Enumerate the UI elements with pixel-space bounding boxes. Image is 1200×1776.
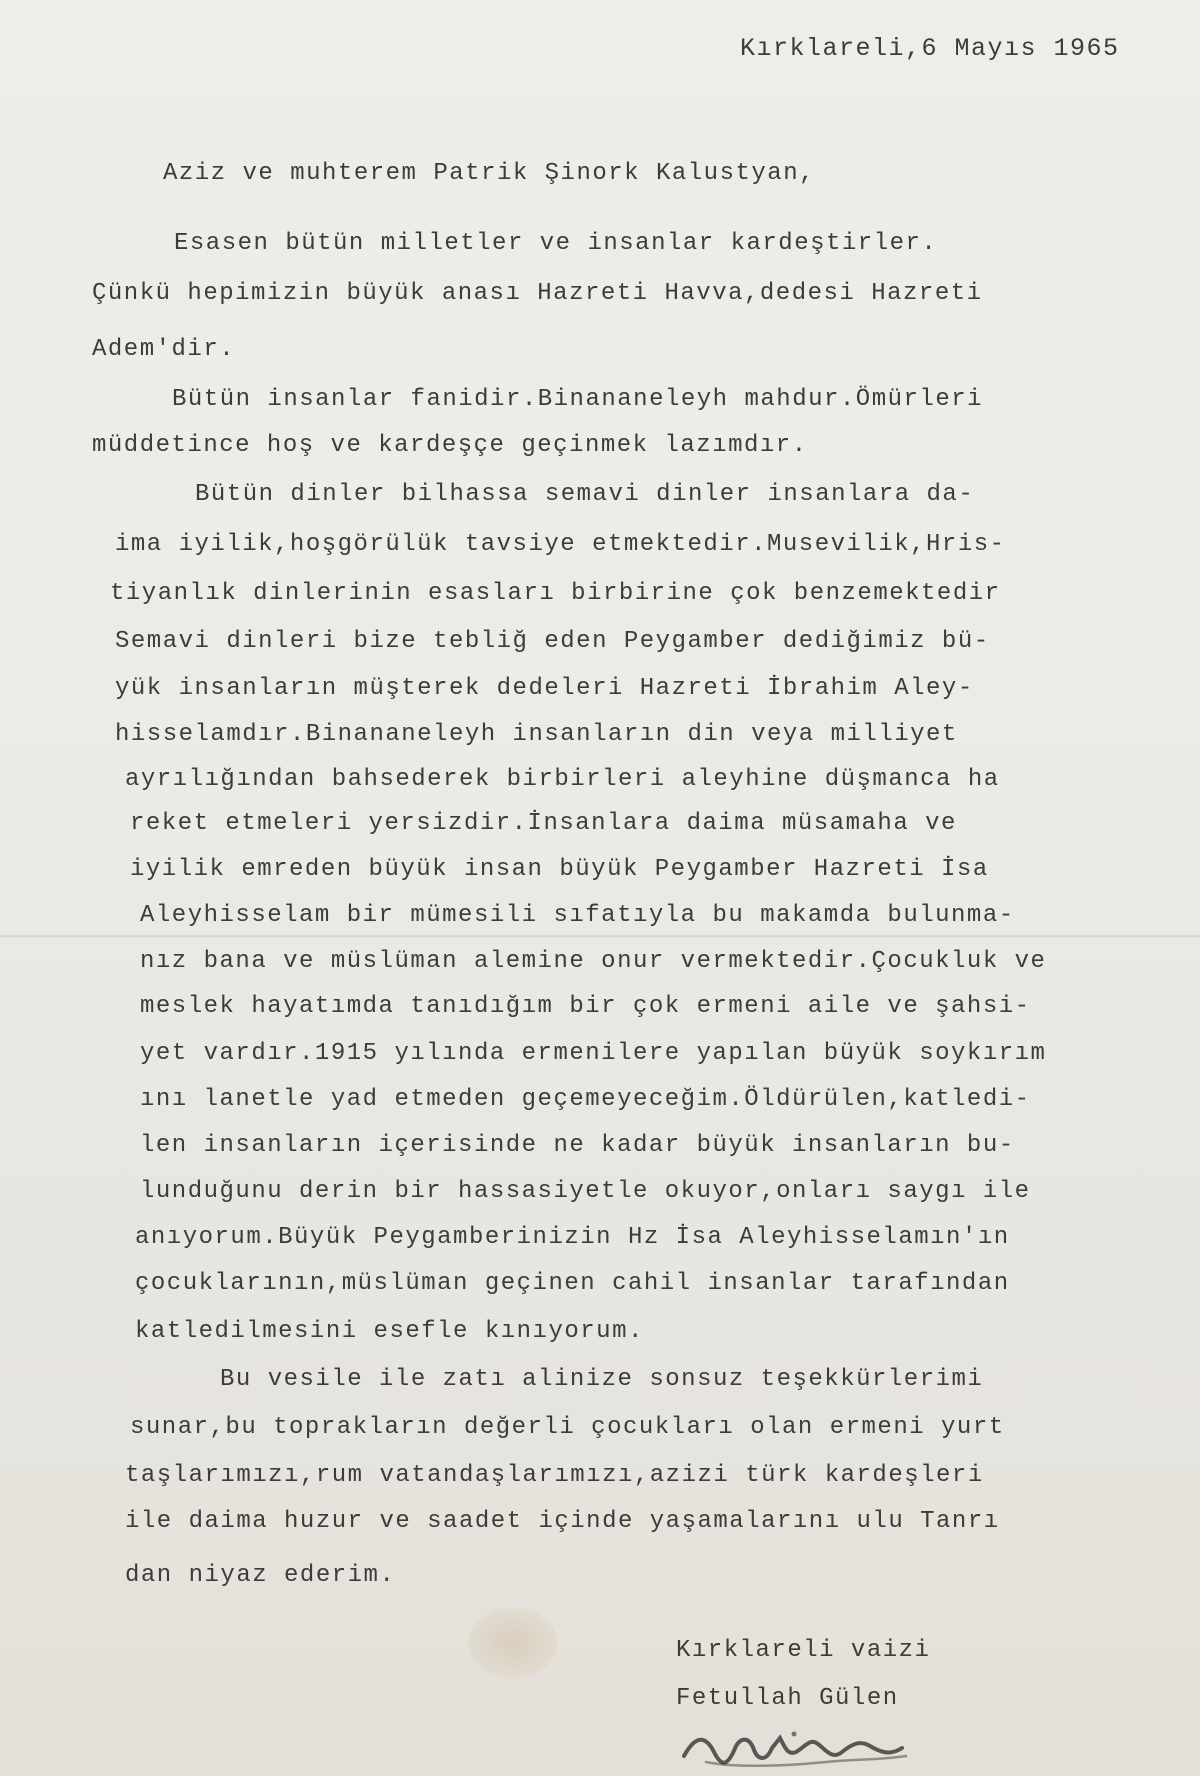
body-line: yük insanların müşterek dedeleri Hazreti İbrahim Aley- xyxy=(115,675,974,702)
body-line: lunduğunu derin bir hassasiyetle okuyor,onları saygı ile xyxy=(140,1178,1031,1205)
body-line: hisselamdır.Binananeleyh insanların din veya milliyet xyxy=(115,721,958,748)
body-line: iyilik emreden büyük insan büyük Peygamber Hazreti İsa xyxy=(130,856,989,883)
body-line: taşlarımızı,rum vatandaşlarımızı,azizi türk kardeşleri xyxy=(125,1462,984,1489)
paper-stain xyxy=(468,1608,558,1678)
body-line: Semavi dinleri bize tebliğ eden Peygamber dediğimiz bü- xyxy=(115,628,990,655)
body-line: dan niyaz ederim. xyxy=(125,1562,396,1589)
letter-salutation: Aziz ve muhterem Patrik Şinork Kalustyan, xyxy=(163,160,815,187)
body-line: nız bana ve müslüman alemine onur vermektedir.Çocukluk ve xyxy=(140,948,1047,975)
body-line: meslek hayatımda tanıdığım bir çok ermeni aile ve şahsi- xyxy=(140,993,1031,1020)
body-line: tiyanlık dinlerinin esasları birbirine çok benzemektedir xyxy=(110,580,1001,607)
signature-name: Fetullah Gülen xyxy=(676,1685,899,1712)
body-line: len insanların içerisinde ne kadar büyük insanların bu- xyxy=(140,1132,1015,1159)
body-line: Aleyhisselam bir mümesili sıfatıyla bu makamda bulunma- xyxy=(140,902,1015,929)
handwritten-signature xyxy=(676,1716,936,1772)
body-line: yet vardır.1915 yılında ermenilere yapılan büyük soykırım xyxy=(140,1040,1047,1067)
body-line: Adem'dir. xyxy=(92,336,236,363)
letter-date: Kırklareli,6 Mayıs 1965 xyxy=(740,34,1120,63)
body-line: Bütün insanlar fanidir.Binananeleyh mahdur.Ömürleri xyxy=(172,386,984,413)
body-line: sunar,bu toprakların değerli çocukları olan ermeni yurt xyxy=(130,1414,1005,1441)
body-line: ima iyilik,hoşgörülük tavsiye etmektedir.Musevilik,Hris- xyxy=(115,531,1006,558)
paper-fold xyxy=(0,935,1200,938)
body-line: ayrılığından bahsederek birbirleri aleyhine düşmanca ha xyxy=(125,766,1000,793)
body-line: Bu vesile ile zatı alinize sonsuz teşekkürlerimi xyxy=(220,1366,984,1393)
body-line: anıyorum.Büyük Peygamberinizin Hz İsa Aleyhisselamın'ın xyxy=(135,1224,1010,1251)
body-line: müddetince hoş ve kardeşçe geçinmek lazımdır. xyxy=(92,432,808,459)
signature-title: Kırklareli vaizi xyxy=(676,1637,931,1664)
body-line: Bütün dinler bilhassa semavi dinler insanlara da- xyxy=(195,481,975,508)
body-line: ile daima huzur ve saadet içinde yaşamalarını ulu Tanrı xyxy=(125,1508,1000,1535)
body-line: çocuklarının,müslüman geçinen cahil insanlar tarafından xyxy=(135,1270,1010,1297)
body-line: ını lanetle yad etmeden geçemeyeceğim.Öldürülen,katledi- xyxy=(140,1086,1031,1113)
body-line: reket etmeleri yersizdir.İnsanlara daima müsamaha ve xyxy=(130,810,957,837)
body-line: katledilmesini esefle kınıyorum. xyxy=(135,1318,644,1345)
body-line: Çünkü hepimizin büyük anası Hazreti Havva,dedesi Hazreti xyxy=(92,280,983,307)
body-line: Esasen bütün milletler ve insanlar kardeştirler. xyxy=(174,230,938,257)
